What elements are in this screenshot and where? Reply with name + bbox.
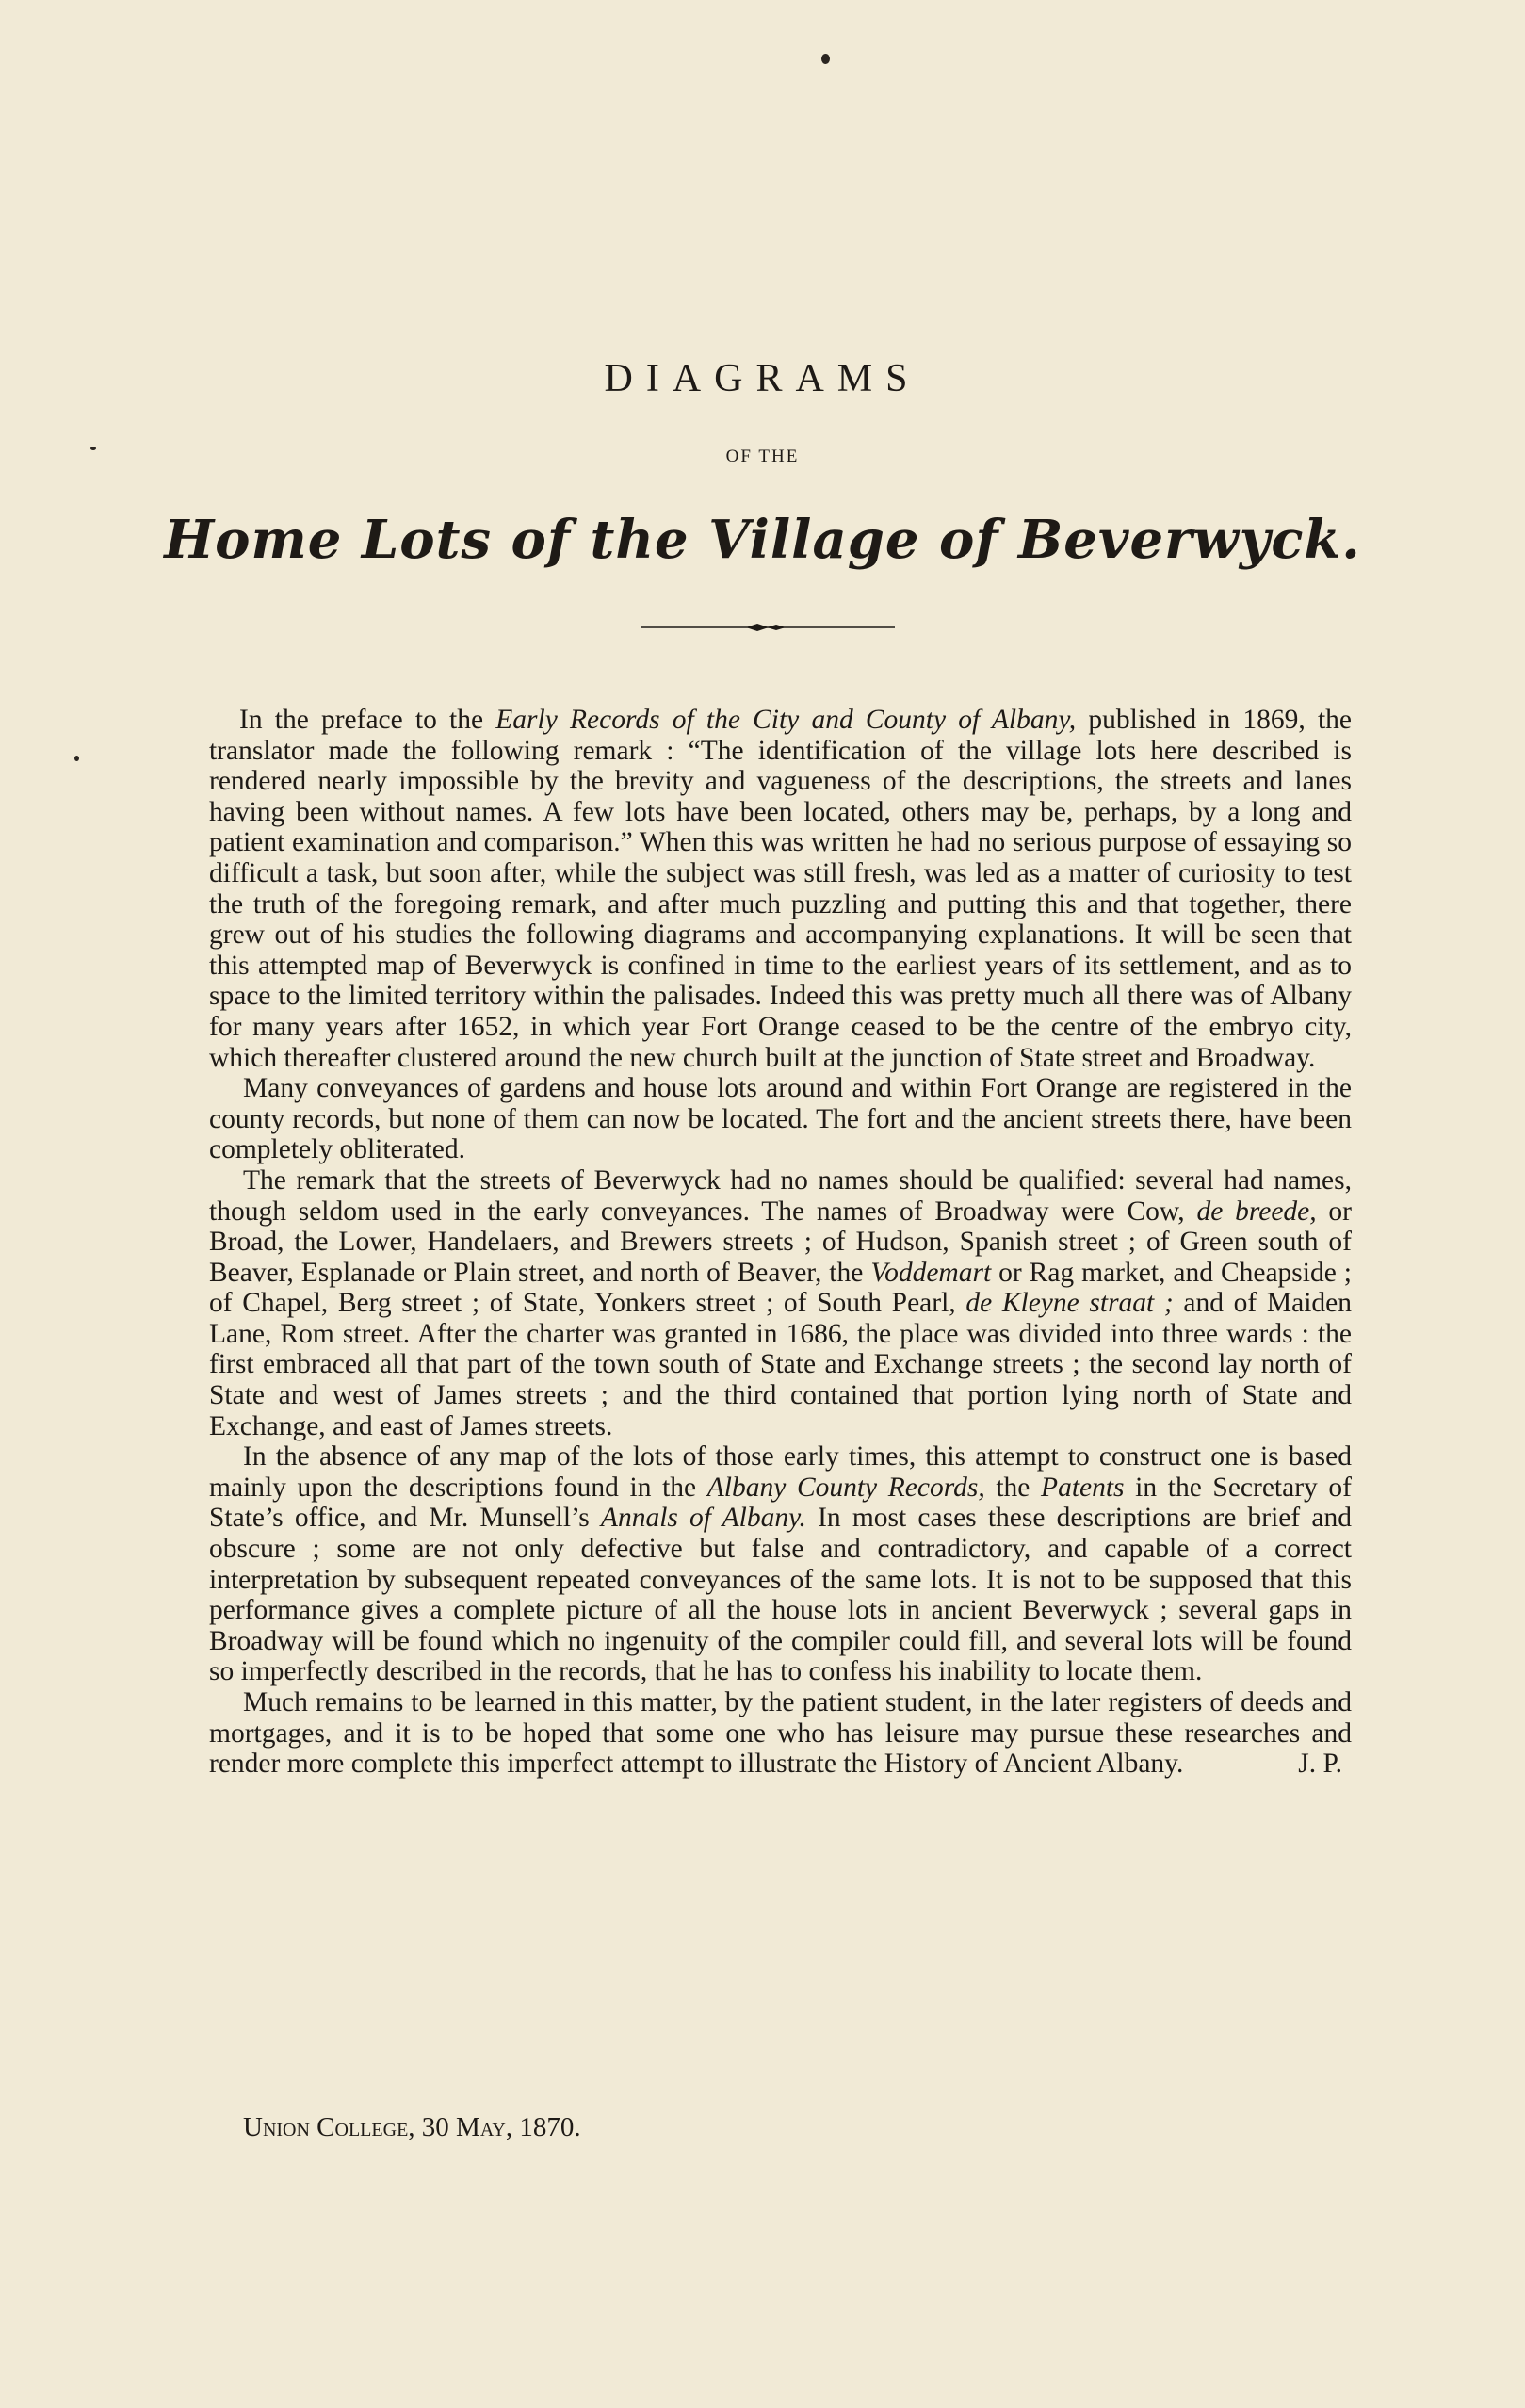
p4-text-1: In the absence of any map of the lots of those early times, this attempt to construct one is based mainly upon the descriptions found in the [209,1441,1352,1503]
paragraph-2: Many conveyances of gardens and house lots around and within Fort Orange are registered in the county records, but none of them can now be located. The fort and the ancient streets there, have been completely obliterated. [209,1073,1352,1165]
p3-italic-3: de Kleyne straat ; [965,1288,1174,1319]
page-subtitle: Home Lots of the Village of Beverwyck. [164,509,1361,571]
p3-italic-1: de breede, [1196,1196,1317,1227]
p4-italic-3: Annals of Albany. [600,1503,806,1534]
place-date-line: Union College, 30 May, 1870. [243,2112,581,2142]
ink-speck-top [821,54,830,64]
paragraph-1 [209,705,1352,1073]
p3-text-4: and of Maiden Lane, Rom street. After the charter was granted in 1686, the place was divided into three wards : the first embraced all that part of the town south of State and Exchange streets ; the second lay north of State and west of James streets ; and the third contained that portion lying north of State and Exchange, and east of James streets. [209,1288,1352,1441]
p1-text-2: published in 1869, the translator made the following remark : “The identification of the village lots here described is rendered nearly impossible by the brevity and vagueness of the descriptions, the streets and lanes having been without names. A few lots have been located, others may be, perhaps, by a long and patient examination and comparison.” When this was written he had no serious purpose of essaying so difficult a task, but soon after, while the subject was still fresh, was led as a matter of curiosity to test the truth of the foregoing remark, and after much puzzling and putting this and that together, there grew out of his studies the following diagrams and accompanying explanations. It will be seen that this attempted map of Beverwyck is confined in time to the earliest years of its settlement, and as to space to the limited territory within the palisades. Indeed this was pretty much all there was of Albany for many years after 1652, in which year Fort Orange ceased to be the centre of the embryo city, which thereafter clustered around the new church built at the junction of State street and Broadway. [209,705,1352,1073]
paragraph-3 [209,1165,1352,1441]
ink-speck-margin [74,756,79,761]
preface-text [209,705,1352,1780]
paragraph-4 [209,1441,1352,1687]
p3-text-3: or Rag market, and Cheapside ; of Chapel, Berg street ; of State, Yonkers street ; of South Pearl, [209,1257,1352,1319]
p4-text-3: in the Secretary of State’s office, and Mr. Munsell’s [209,1472,1352,1534]
p4-text-2: the [984,1472,1042,1503]
p1-italic-title: Early Records of the City and County of Albany, [495,705,1077,735]
p4-italic-2: Patents [1041,1472,1125,1503]
p4-italic-1: Albany County Records, [706,1472,985,1503]
p4-text-4: In most cases these descriptions are brief and obscure ; some are not only defective but false and contradictory, and capable of a correct interpretation by subsequent repeated conveyances of the same lots. It is not to be supposed that this performance gives a complete picture of all the house lots in ancient Beverwyck ; several gaps in Broadway will be found which no ingenuity of the compiler could fill, and several lots will be found so imperfectly described in the records, that he has to confess his inability to locate them. [209,1503,1352,1687]
p3-text-2: or Broad, the Lower, Handelaers, and Brewers streets ; of Hudson, Spanish street ; of Green south of Beaver, Esplanade or Plain street, and north of Beaver, the [209,1196,1352,1288]
p5-text: Much remains to be learned in this matter, by the patient student, in the later registers of deeds and mortgages, and it is to be hoped that some one who has leisure may pursue these researches and render more complete this imperfect attempt to illustrate the History of Ancient Albany. [209,1687,1352,1780]
p1-text-1: In the preface to the [239,705,496,735]
p3-text-1: The remark that the streets of Beverwyck had no names should be qualified: several had names, though seldom used in the early conveyances. The names of Broadway were Cow, [209,1164,1352,1227]
p3-italic-2: Voddemart [870,1257,992,1288]
ornament-divider [641,618,895,637]
author-signature: J. P. [1298,1749,1342,1780]
paragraph-5 [209,1687,1352,1780]
page-title: DIAGRAMS [604,357,921,401]
of-the-label: OF THE [725,447,800,466]
